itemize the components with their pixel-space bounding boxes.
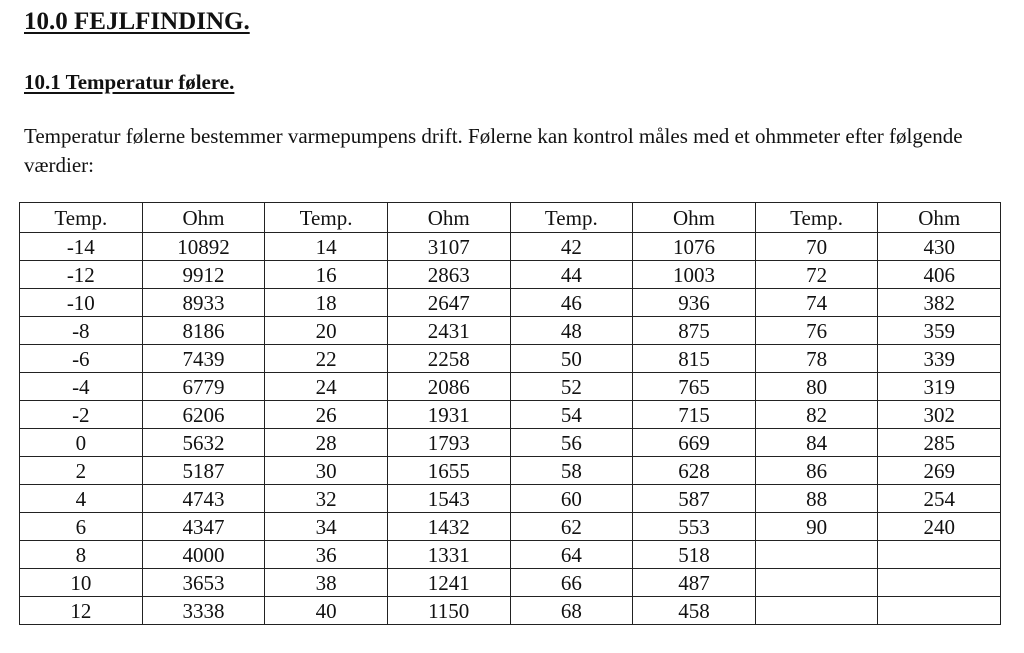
header-temp: Temp. <box>510 203 633 233</box>
temp-cell: -12 <box>20 261 143 289</box>
header-ohm: Ohm <box>387 203 510 233</box>
temp-cell: 36 <box>265 541 388 569</box>
temp-cell: 10 <box>20 569 143 597</box>
ohm-cell: 1432 <box>387 513 510 541</box>
temp-cell: 64 <box>510 541 633 569</box>
header-ohm: Ohm <box>878 203 1001 233</box>
ohm-cell: 2431 <box>387 317 510 345</box>
temp-cell: 24 <box>265 373 388 401</box>
table-row <box>20 317 1001 345</box>
temp-cell: 54 <box>510 401 633 429</box>
ohm-cell: 9912 <box>142 261 265 289</box>
temp-cell <box>755 541 878 569</box>
temp-cell: 90 <box>755 513 878 541</box>
ohm-cell: 936 <box>633 289 756 317</box>
temp-cell: 78 <box>755 345 878 373</box>
ohm-cell: 240 <box>878 513 1001 541</box>
ohm-cell: 765 <box>633 373 756 401</box>
table-row <box>20 485 1001 513</box>
ohm-cell: 487 <box>633 569 756 597</box>
table-row <box>20 401 1001 429</box>
ohm-cell: 4000 <box>142 541 265 569</box>
ohm-cell: 669 <box>633 429 756 457</box>
header-temp: Temp. <box>20 203 143 233</box>
temp-cell: -2 <box>20 401 143 429</box>
table-row <box>20 261 1001 289</box>
temp-cell <box>755 597 878 625</box>
table-body <box>20 233 1001 625</box>
table-row <box>20 457 1001 485</box>
temp-cell: 0 <box>20 429 143 457</box>
ohm-cell: 269 <box>878 457 1001 485</box>
temp-cell: 66 <box>510 569 633 597</box>
ohm-cell: 3107 <box>387 233 510 261</box>
intro-paragraph: Temperatur følerne bestemmer varmepumpens drift. Følerne kan kontrol måles med et ohmmeter efter følgende værdier: <box>24 124 963 177</box>
temp-cell: 68 <box>510 597 633 625</box>
temp-cell: 28 <box>265 429 388 457</box>
temp-cell: -6 <box>20 345 143 373</box>
ohm-cell: 6779 <box>142 373 265 401</box>
ohm-cell: 2086 <box>387 373 510 401</box>
temp-cell: 52 <box>510 373 633 401</box>
temp-cell <box>755 569 878 597</box>
temp-cell: 74 <box>755 289 878 317</box>
temp-cell: -4 <box>20 373 143 401</box>
header-ohm: Ohm <box>142 203 265 233</box>
ohm-cell <box>878 569 1001 597</box>
table-row <box>20 345 1001 373</box>
temp-cell: 56 <box>510 429 633 457</box>
temp-cell: 40 <box>265 597 388 625</box>
temp-cell: 42 <box>510 233 633 261</box>
ohm-cell: 1003 <box>633 261 756 289</box>
temp-cell: 32 <box>265 485 388 513</box>
temp-cell: 4 <box>20 485 143 513</box>
temp-cell: 6 <box>20 513 143 541</box>
ohm-cell: 875 <box>633 317 756 345</box>
ohm-cell: 8186 <box>142 317 265 345</box>
table-row <box>20 233 1001 261</box>
temp-cell: 14 <box>265 233 388 261</box>
temp-cell: 76 <box>755 317 878 345</box>
section-heading: 10.0 FEJLFINDING. <box>24 8 250 35</box>
temp-cell: 46 <box>510 289 633 317</box>
ohm-cell <box>878 541 1001 569</box>
ohm-cell: 285 <box>878 429 1001 457</box>
temp-cell: 8 <box>20 541 143 569</box>
temp-cell: 58 <box>510 457 633 485</box>
temp-cell: 2 <box>20 457 143 485</box>
temp-cell: 18 <box>265 289 388 317</box>
table-row <box>20 289 1001 317</box>
ohm-cell: 406 <box>878 261 1001 289</box>
temp-cell: 30 <box>265 457 388 485</box>
header-temp: Temp. <box>755 203 878 233</box>
ohm-cell: 5632 <box>142 429 265 457</box>
resistance-table <box>19 202 1001 625</box>
temp-cell: 84 <box>755 429 878 457</box>
ohm-cell: 587 <box>633 485 756 513</box>
ohm-cell: 1655 <box>387 457 510 485</box>
ohm-cell: 1793 <box>387 429 510 457</box>
ohm-cell: 339 <box>878 345 1001 373</box>
table-row <box>20 541 1001 569</box>
table-row <box>20 513 1001 541</box>
ohm-cell: 1331 <box>387 541 510 569</box>
temp-cell: 38 <box>265 569 388 597</box>
ohm-cell: 518 <box>633 541 756 569</box>
temp-cell: -8 <box>20 317 143 345</box>
temp-cell: 22 <box>265 345 388 373</box>
ohm-cell: 553 <box>633 513 756 541</box>
ohm-cell: 458 <box>633 597 756 625</box>
table-row <box>20 373 1001 401</box>
subsection-heading: 10.1 Temperatur følere. <box>24 70 235 94</box>
temp-cell: 12 <box>20 597 143 625</box>
ohm-cell: 6206 <box>142 401 265 429</box>
ohm-cell: 1150 <box>387 597 510 625</box>
ohm-cell: 10892 <box>142 233 265 261</box>
ohm-cell: 8933 <box>142 289 265 317</box>
temp-cell: 48 <box>510 317 633 345</box>
temp-cell: 82 <box>755 401 878 429</box>
temp-cell: -14 <box>20 233 143 261</box>
temp-cell: 72 <box>755 261 878 289</box>
temp-cell: 80 <box>755 373 878 401</box>
ohm-cell: 319 <box>878 373 1001 401</box>
ohm-cell: 815 <box>633 345 756 373</box>
table-row <box>20 597 1001 625</box>
table-header-row <box>20 203 1001 233</box>
temp-cell: 16 <box>265 261 388 289</box>
temp-cell: 88 <box>755 485 878 513</box>
temp-cell: 26 <box>265 401 388 429</box>
ohm-cell: 5187 <box>142 457 265 485</box>
ohm-cell: 302 <box>878 401 1001 429</box>
ohm-cell: 3338 <box>142 597 265 625</box>
ohm-cell: 4347 <box>142 513 265 541</box>
temp-cell: 34 <box>265 513 388 541</box>
temp-cell: 62 <box>510 513 633 541</box>
ohm-cell: 2647 <box>387 289 510 317</box>
ohm-cell: 1241 <box>387 569 510 597</box>
ohm-cell: 2258 <box>387 345 510 373</box>
temp-cell: 44 <box>510 261 633 289</box>
table-row <box>20 569 1001 597</box>
ohm-cell: 4743 <box>142 485 265 513</box>
ohm-cell: 715 <box>633 401 756 429</box>
temp-cell: 60 <box>510 485 633 513</box>
ohm-cell: 359 <box>878 317 1001 345</box>
header-ohm: Ohm <box>633 203 756 233</box>
ohm-cell: 628 <box>633 457 756 485</box>
temp-cell: 50 <box>510 345 633 373</box>
ohm-cell: 1931 <box>387 401 510 429</box>
ohm-cell <box>878 597 1001 625</box>
ohm-cell: 1076 <box>633 233 756 261</box>
header-temp: Temp. <box>265 203 388 233</box>
temp-cell: 86 <box>755 457 878 485</box>
temp-cell: -10 <box>20 289 143 317</box>
ohm-cell: 430 <box>878 233 1001 261</box>
ohm-cell: 2863 <box>387 261 510 289</box>
table-row <box>20 429 1001 457</box>
ohm-cell: 3653 <box>142 569 265 597</box>
temp-cell: 70 <box>755 233 878 261</box>
ohm-cell: 254 <box>878 485 1001 513</box>
ohm-cell: 382 <box>878 289 1001 317</box>
temp-cell: 20 <box>265 317 388 345</box>
ohm-cell: 1543 <box>387 485 510 513</box>
ohm-cell: 7439 <box>142 345 265 373</box>
